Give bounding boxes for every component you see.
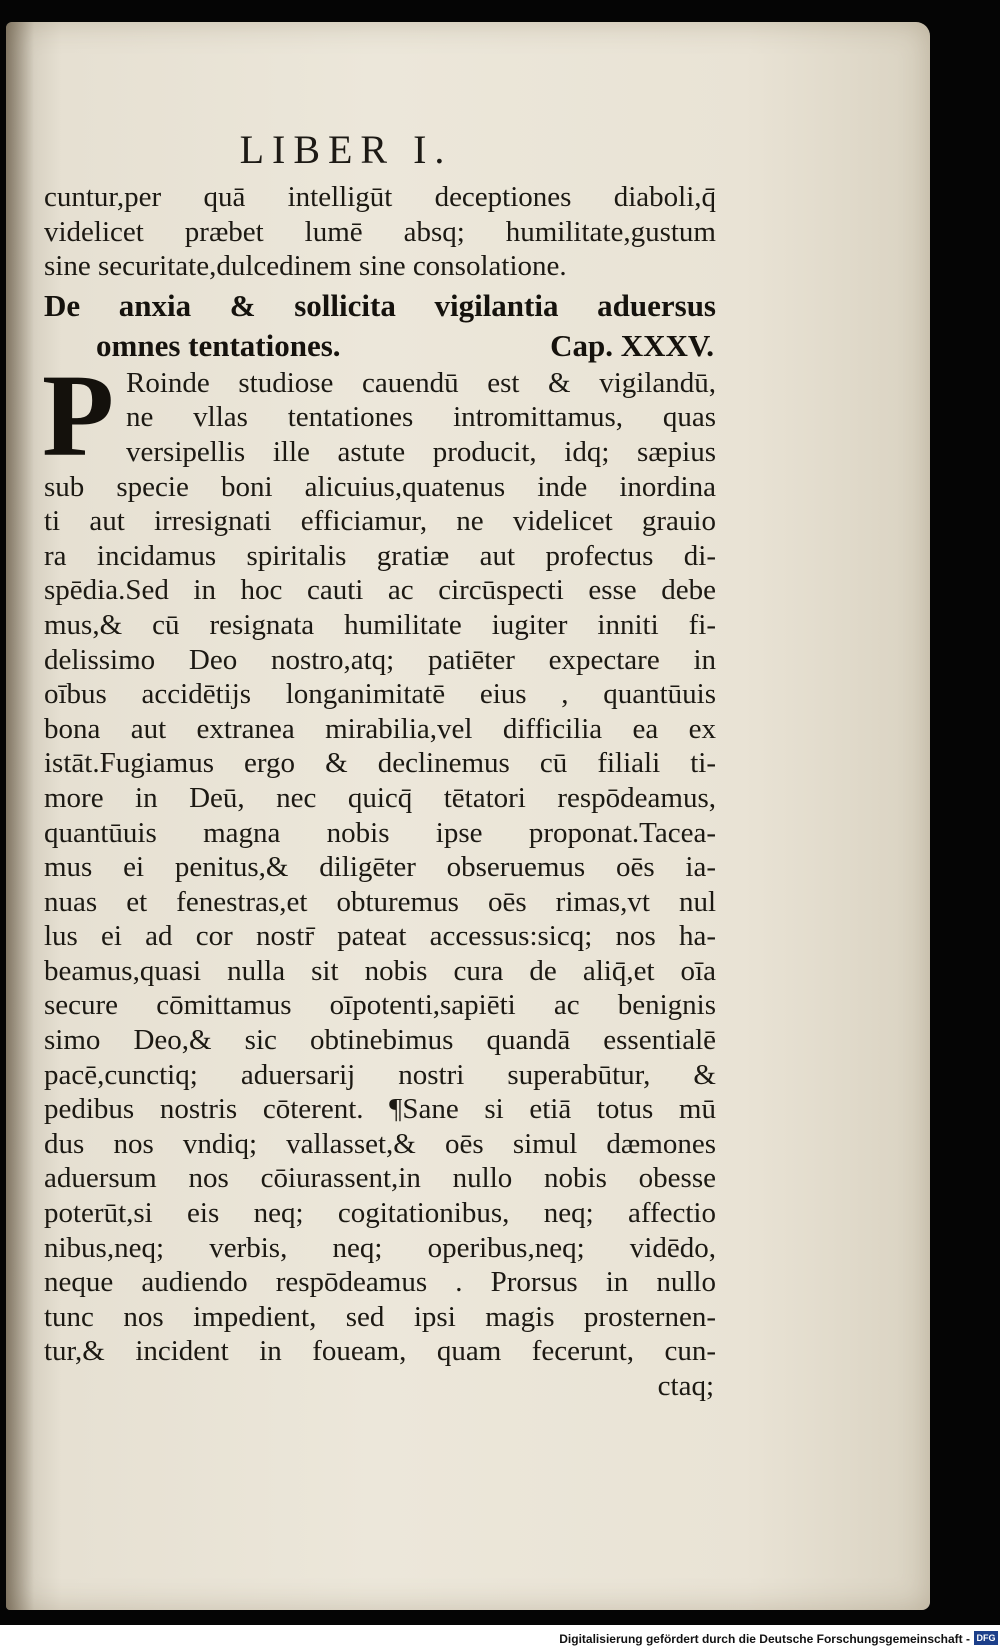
text-line: dus nos vndiq; vallasset,& oēs simul dæmones: [44, 1127, 716, 1160]
dfg-logo-icon: DFG: [974, 1631, 998, 1645]
text-line: cuntur,per quā intelligūt deceptiones diaboli,q̄: [44, 181, 716, 213]
text-block: [44, 180, 716, 1403]
chapter-number: Cap. XXXV.: [550, 327, 714, 363]
text-line: ne vllas tentationes intromittamus, quas: [126, 401, 716, 434]
book-page: [6, 22, 930, 1610]
text-line: poterūt,si eis neq; cogitationibus, neq; affectio: [44, 1197, 716, 1230]
text-line: neque audiendo respōdeamus . Prorsus in nullo: [44, 1266, 716, 1299]
chapter-heading-subject: omnes tentationes.: [96, 327, 341, 363]
text-line: videlicet præbet lumē absq; humilitate,gustum: [44, 215, 716, 248]
text-line: tur,& incident in foueam, quam fecerunt, cun-: [44, 1335, 716, 1368]
text-line: istāt.Fugiamus ergo & declinemus cū filiali ti-: [44, 747, 716, 780]
chapter-body: [42, 349, 716, 1403]
chapter-heading: [44, 286, 716, 366]
text-line: delissimo Deo nostro,atq; patiēter expectare in: [44, 643, 716, 676]
text-line: spēdia.Sed in hoc cauti ac circūspecti esse debe: [44, 574, 716, 607]
text-line: oībus accidētijs longanimitatē eius , quantūuis: [44, 678, 716, 711]
text-line: ti aut irresignati efficiamur, ne videlicet grauio: [44, 505, 716, 538]
text-line: Roinde studiose cauendū est & vigilandū,: [126, 366, 716, 399]
text-line: mus ei penitus,& diligēter obseruemus oēs ia-: [44, 851, 716, 884]
text-line: more in Deū, nec quicq̄ tētatori respōdeamus,: [44, 781, 716, 814]
text-line: ra incidamus spiritalis gratiæ aut profectus di-: [44, 539, 716, 572]
text-line: bona aut extranea mirabilia,vel difficilia ea ex: [44, 712, 716, 745]
text-line: sub specie boni alicuius,quatenus inde inordina: [44, 470, 716, 503]
running-head: LIBER I.: [239, 127, 453, 172]
text-line: lus ei ad cor nostr̄ pateat accessus:sicq; nos ha-: [44, 920, 716, 953]
drop-cap: P: [42, 349, 115, 481]
funding-credit: Digitalisierung gefördert durch die Deutsche Forschungsgemeinschaft -: [559, 1632, 970, 1646]
text-line: nibus,neq; verbis, neq; operibus,neq; vidēdo,: [44, 1231, 716, 1264]
chapter-heading-line: De anxia & sollicita vigilantia aduersus: [44, 287, 716, 323]
gutter-shadow: [6, 22, 34, 1610]
footer-bar: [0, 1625, 1000, 1649]
text-line: sine securitate,dulcedinem sine consolatione.: [44, 250, 567, 283]
text-line: secure cōmittamus oīpotenti,sapiēti ac benignis: [44, 989, 716, 1022]
text-line: versipellis ille astute producit, idq; sæpius: [126, 435, 716, 468]
text-line: quantūuis magna nobis ipse proponat.Tacea-: [44, 816, 716, 849]
text-line: aduersum nos cōiurassent,in nullo nobis obesse: [44, 1162, 716, 1195]
text-line: nuas et fenestras,et obturemus oēs rimas,vt nul: [44, 885, 716, 918]
continuation-text: [44, 180, 716, 284]
text-line: mus,& cū resignata humilitate iugiter inniti fi-: [44, 608, 716, 641]
catchword: ctaq;: [657, 1370, 714, 1402]
text-line: pedibus nostris cōterent. ¶Sane si etiā totus mū: [44, 1093, 716, 1126]
text-line: simo Deo,& sic obtinebimus quandā essentialē: [44, 1024, 716, 1057]
text-line: pacē,cunctiq; aduersarij nostri superabūtur, &: [44, 1058, 716, 1091]
text-line: beamus,quasi nulla sit nobis cura de aliq̄,et oīa: [44, 954, 716, 987]
text-line: tunc nos impedient, sed ipsi magis prosternen-: [44, 1300, 716, 1333]
chapter-heading-line: [44, 326, 716, 366]
